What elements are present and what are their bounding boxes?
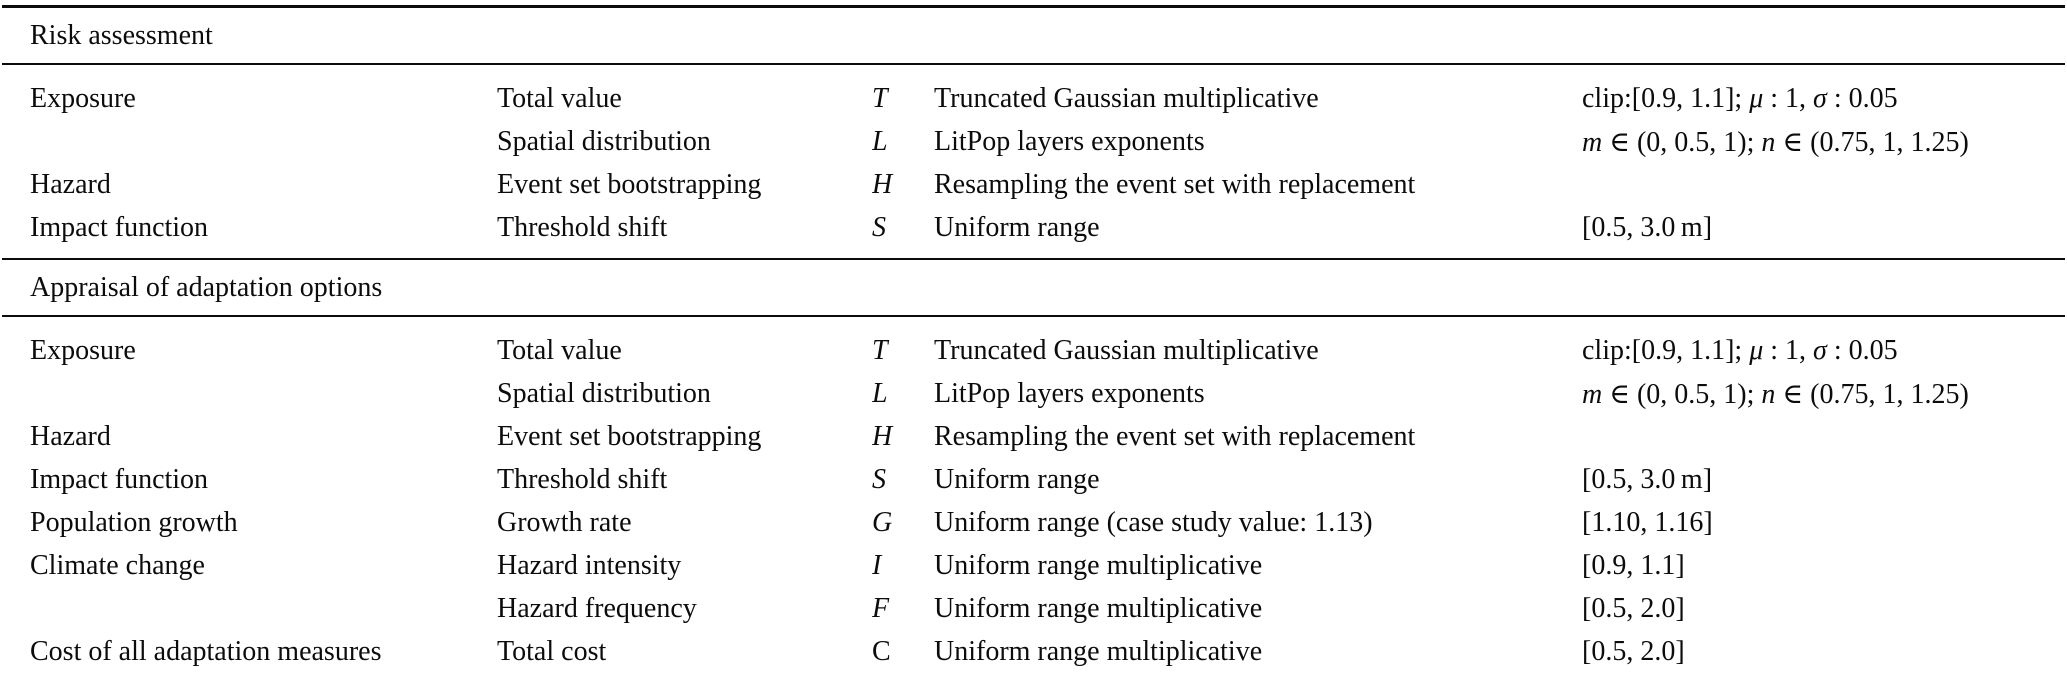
range-cell xyxy=(1582,120,2065,163)
section-0-body xyxy=(2,64,2065,259)
distribution-cell: Truncated Gaussian multiplicative xyxy=(934,334,1319,366)
range-cell xyxy=(1582,316,2065,372)
range-text: : 0.05 xyxy=(1826,334,1898,366)
symbol-cell: I xyxy=(872,549,882,581)
distribution-cell: Uniform range multiplicative xyxy=(934,549,1263,581)
range-text: [0.5, 2.0] xyxy=(1582,635,1685,667)
range-text: ∈ (0.75, 1, 1.25) xyxy=(1775,126,1969,158)
category-cell: Exposure xyxy=(30,82,136,114)
range-text: [0.5, 3.0 m] xyxy=(1582,211,1713,243)
section-title: Risk assessment xyxy=(2,7,2065,65)
math-variable: n xyxy=(1761,378,1776,410)
category-cell xyxy=(2,372,497,415)
item-cell: Event set bootstrapping xyxy=(497,420,762,452)
math-variable: μ xyxy=(1749,334,1764,366)
distribution-cell: Uniform range multiplicative xyxy=(934,592,1263,624)
distribution-cell: Truncated Gaussian multiplicative xyxy=(934,82,1319,114)
symbol-cell: S xyxy=(872,463,886,495)
item-cell: Event set bootstrapping xyxy=(497,168,762,200)
category-cell: Climate change xyxy=(30,549,205,581)
section-1-header xyxy=(2,259,2065,316)
table-row xyxy=(2,64,2065,120)
item-cell: Total cost xyxy=(497,635,607,667)
range-text: : 0.05 xyxy=(1826,82,1898,114)
table-row xyxy=(2,587,2065,630)
category-cell: Impact function xyxy=(30,211,209,243)
distribution-cell: Uniform range xyxy=(934,211,1100,243)
range-text: ∈ (0, 0.5, 1); xyxy=(1602,378,1762,410)
uncertainty-parameters-table xyxy=(2,5,2065,682)
range-cell xyxy=(1582,372,2065,415)
distribution-cell: Resampling the event set with replacement xyxy=(934,168,1416,200)
symbol-cell: L xyxy=(872,125,888,157)
distribution-cell: Uniform range (case study value: 1.13) xyxy=(934,506,1373,538)
range-cell xyxy=(1582,458,2065,501)
distribution-cell: Resampling the event set with replacement xyxy=(934,420,1416,452)
math-variable: μ xyxy=(1749,82,1764,114)
range-text: : 1, xyxy=(1763,82,1814,114)
distribution-cell: Uniform range xyxy=(934,463,1100,495)
table-row xyxy=(2,206,2065,259)
range-text: ∈ (0.75, 1, 1.25) xyxy=(1775,378,1969,410)
section-title-row xyxy=(2,259,2065,316)
category-cell: Exposure xyxy=(30,334,136,366)
table-row xyxy=(2,372,2065,415)
item-cell: Spatial distribution xyxy=(497,377,711,409)
symbol-cell: H xyxy=(872,168,893,200)
category-cell: Hazard xyxy=(30,420,111,452)
math-variable: σ xyxy=(1813,82,1827,114)
item-cell: Hazard frequency xyxy=(497,592,697,624)
item-cell: Hazard intensity xyxy=(497,549,682,581)
table-row xyxy=(2,544,2065,587)
symbol-cell: C xyxy=(872,635,891,667)
item-cell: Growth rate xyxy=(497,506,632,538)
category-cell: Impact function xyxy=(30,463,209,495)
category-cell: Cost of all adaptation measures xyxy=(30,635,382,667)
range-text: ∈ (0, 0.5, 1); xyxy=(1602,126,1762,158)
category-cell: Hazard xyxy=(30,168,111,200)
section-1-body xyxy=(2,316,2065,682)
distribution-cell: LitPop layers exponents xyxy=(934,377,1205,409)
category-cell: Population growth xyxy=(30,506,238,538)
range-text: [1.10, 1.16] xyxy=(1582,506,1713,538)
range-text: clip:[0.9, 1.1]; xyxy=(1582,82,1750,114)
item-cell: Threshold shift xyxy=(497,211,668,243)
table-row xyxy=(2,501,2065,544)
table-row xyxy=(2,458,2065,501)
math-variable: n xyxy=(1761,126,1776,158)
range-cell xyxy=(1582,630,2065,682)
math-variable: m xyxy=(1582,378,1603,410)
category-cell xyxy=(2,587,497,630)
symbol-cell: H xyxy=(872,420,893,452)
range-cell xyxy=(1582,64,2065,120)
table-row xyxy=(2,163,2065,206)
math-variable: m xyxy=(1582,126,1603,158)
symbol-cell: L xyxy=(872,377,888,409)
table-row xyxy=(2,415,2065,458)
range-text: clip:[0.9, 1.1]; xyxy=(1582,334,1750,366)
range-text: [0.5, 2.0] xyxy=(1582,592,1685,624)
range-cell xyxy=(1582,544,2065,587)
range-cell xyxy=(1582,163,2065,206)
item-cell: Threshold shift xyxy=(497,463,668,495)
range-cell xyxy=(1582,587,2065,630)
item-cell: Total value xyxy=(497,334,622,366)
range-cell xyxy=(1582,415,2065,458)
section-0-header xyxy=(2,7,2065,65)
section-title: Appraisal of adaptation options xyxy=(2,259,2065,316)
symbol-cell: G xyxy=(872,506,893,538)
range-text: [0.5, 3.0 m] xyxy=(1582,463,1713,495)
symbol-cell: S xyxy=(872,211,886,243)
item-cell: Total value xyxy=(497,82,622,114)
distribution-cell: Uniform range multiplicative xyxy=(934,635,1263,667)
range-cell xyxy=(1582,206,2065,259)
table-row xyxy=(2,630,2065,682)
category-cell xyxy=(2,120,497,163)
item-cell: Spatial distribution xyxy=(497,125,711,157)
range-text: : 1, xyxy=(1763,334,1814,366)
table-row xyxy=(2,316,2065,372)
symbol-cell: F xyxy=(872,592,890,624)
range-text: [0.9, 1.1] xyxy=(1582,549,1685,581)
table-row xyxy=(2,120,2065,163)
math-variable: σ xyxy=(1813,334,1827,366)
range-cell xyxy=(1582,501,2065,544)
symbol-cell: T xyxy=(872,82,888,114)
distribution-cell: LitPop layers exponents xyxy=(934,125,1205,157)
section-title-row xyxy=(2,7,2065,65)
symbol-cell: T xyxy=(872,334,888,366)
